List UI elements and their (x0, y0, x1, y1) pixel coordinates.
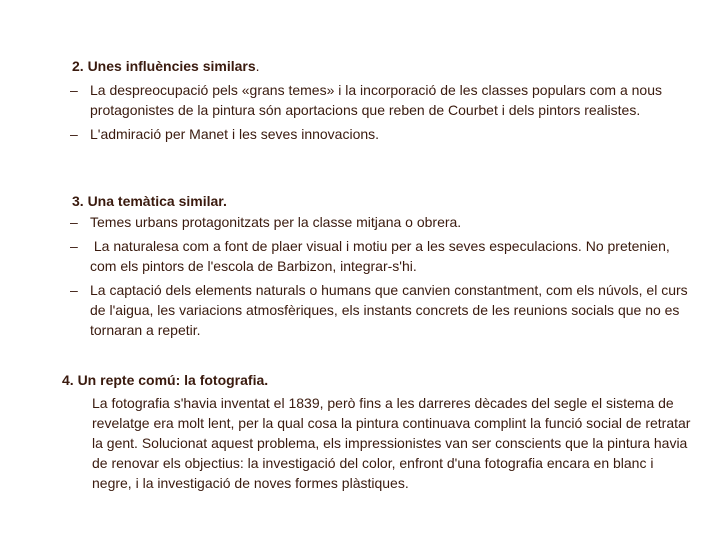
section-2-heading-text: 2. Unes influències similars (72, 58, 256, 74)
list-item (70, 236, 690, 276)
bullet-dash: – (70, 214, 78, 230)
list-item (70, 80, 690, 120)
bullet-dash: – (70, 238, 78, 254)
list-item-text: L'admiració per Manet i les seves innovacions. (90, 126, 380, 142)
list-item-text: La despreocupació pels «grans temes» i la incorporació de les classes populars com a nous protagonistes de la pintura són aportacions que reben de Courbet i dels pintors realistes. (90, 82, 662, 118)
list-item-text: La captació dels elements naturals o humans que canvien constantment, com els núvols, el curs de l'aigua, les variacions atmosfèriques, els instants concrets de les reunions socials que no es tornaran a repetir. (90, 282, 688, 338)
bullet-dash: – (70, 282, 78, 298)
section-4-heading: 4. Un repte comú: la fotografia. (62, 372, 269, 388)
section-3-heading: 3. Una temàtica similar. (72, 193, 227, 209)
section-3-bullet-list (70, 212, 690, 344)
section-2-heading-suffix: . (255, 58, 260, 74)
section-2-heading (72, 56, 260, 76)
bullet-dash: – (70, 126, 78, 142)
section-4-paragraph: La fotografia s'havia inventat el 1839, però fins a les darreres dècades del segle el sistema de revelatge era molt lent, per la qual cosa la pintura continuava complint la funció social de retratar la gent. Solucionat aquest problema, els impressionistes van ser conscients que la pintura havia de renovar els objectius: la investigació del color, enfront d'una fotografia encara en blanc i negre, i la investigació de noves formes plàstiques. (92, 395, 691, 491)
section-2-bullet-list (70, 80, 690, 148)
list-item-text: Temes urbans protagonitzats per la classe mitjana o obrera. (90, 214, 462, 230)
bullet-dash: – (70, 82, 78, 98)
list-item (70, 124, 690, 144)
list-item (70, 280, 690, 340)
list-item (70, 212, 690, 232)
list-item-text: La naturalesa com a font de plaer visual i motiu per a les seves especulacions. No pretenien, com els pintors de l'escola de Barbizon, integrar-s'hi. (90, 238, 674, 274)
